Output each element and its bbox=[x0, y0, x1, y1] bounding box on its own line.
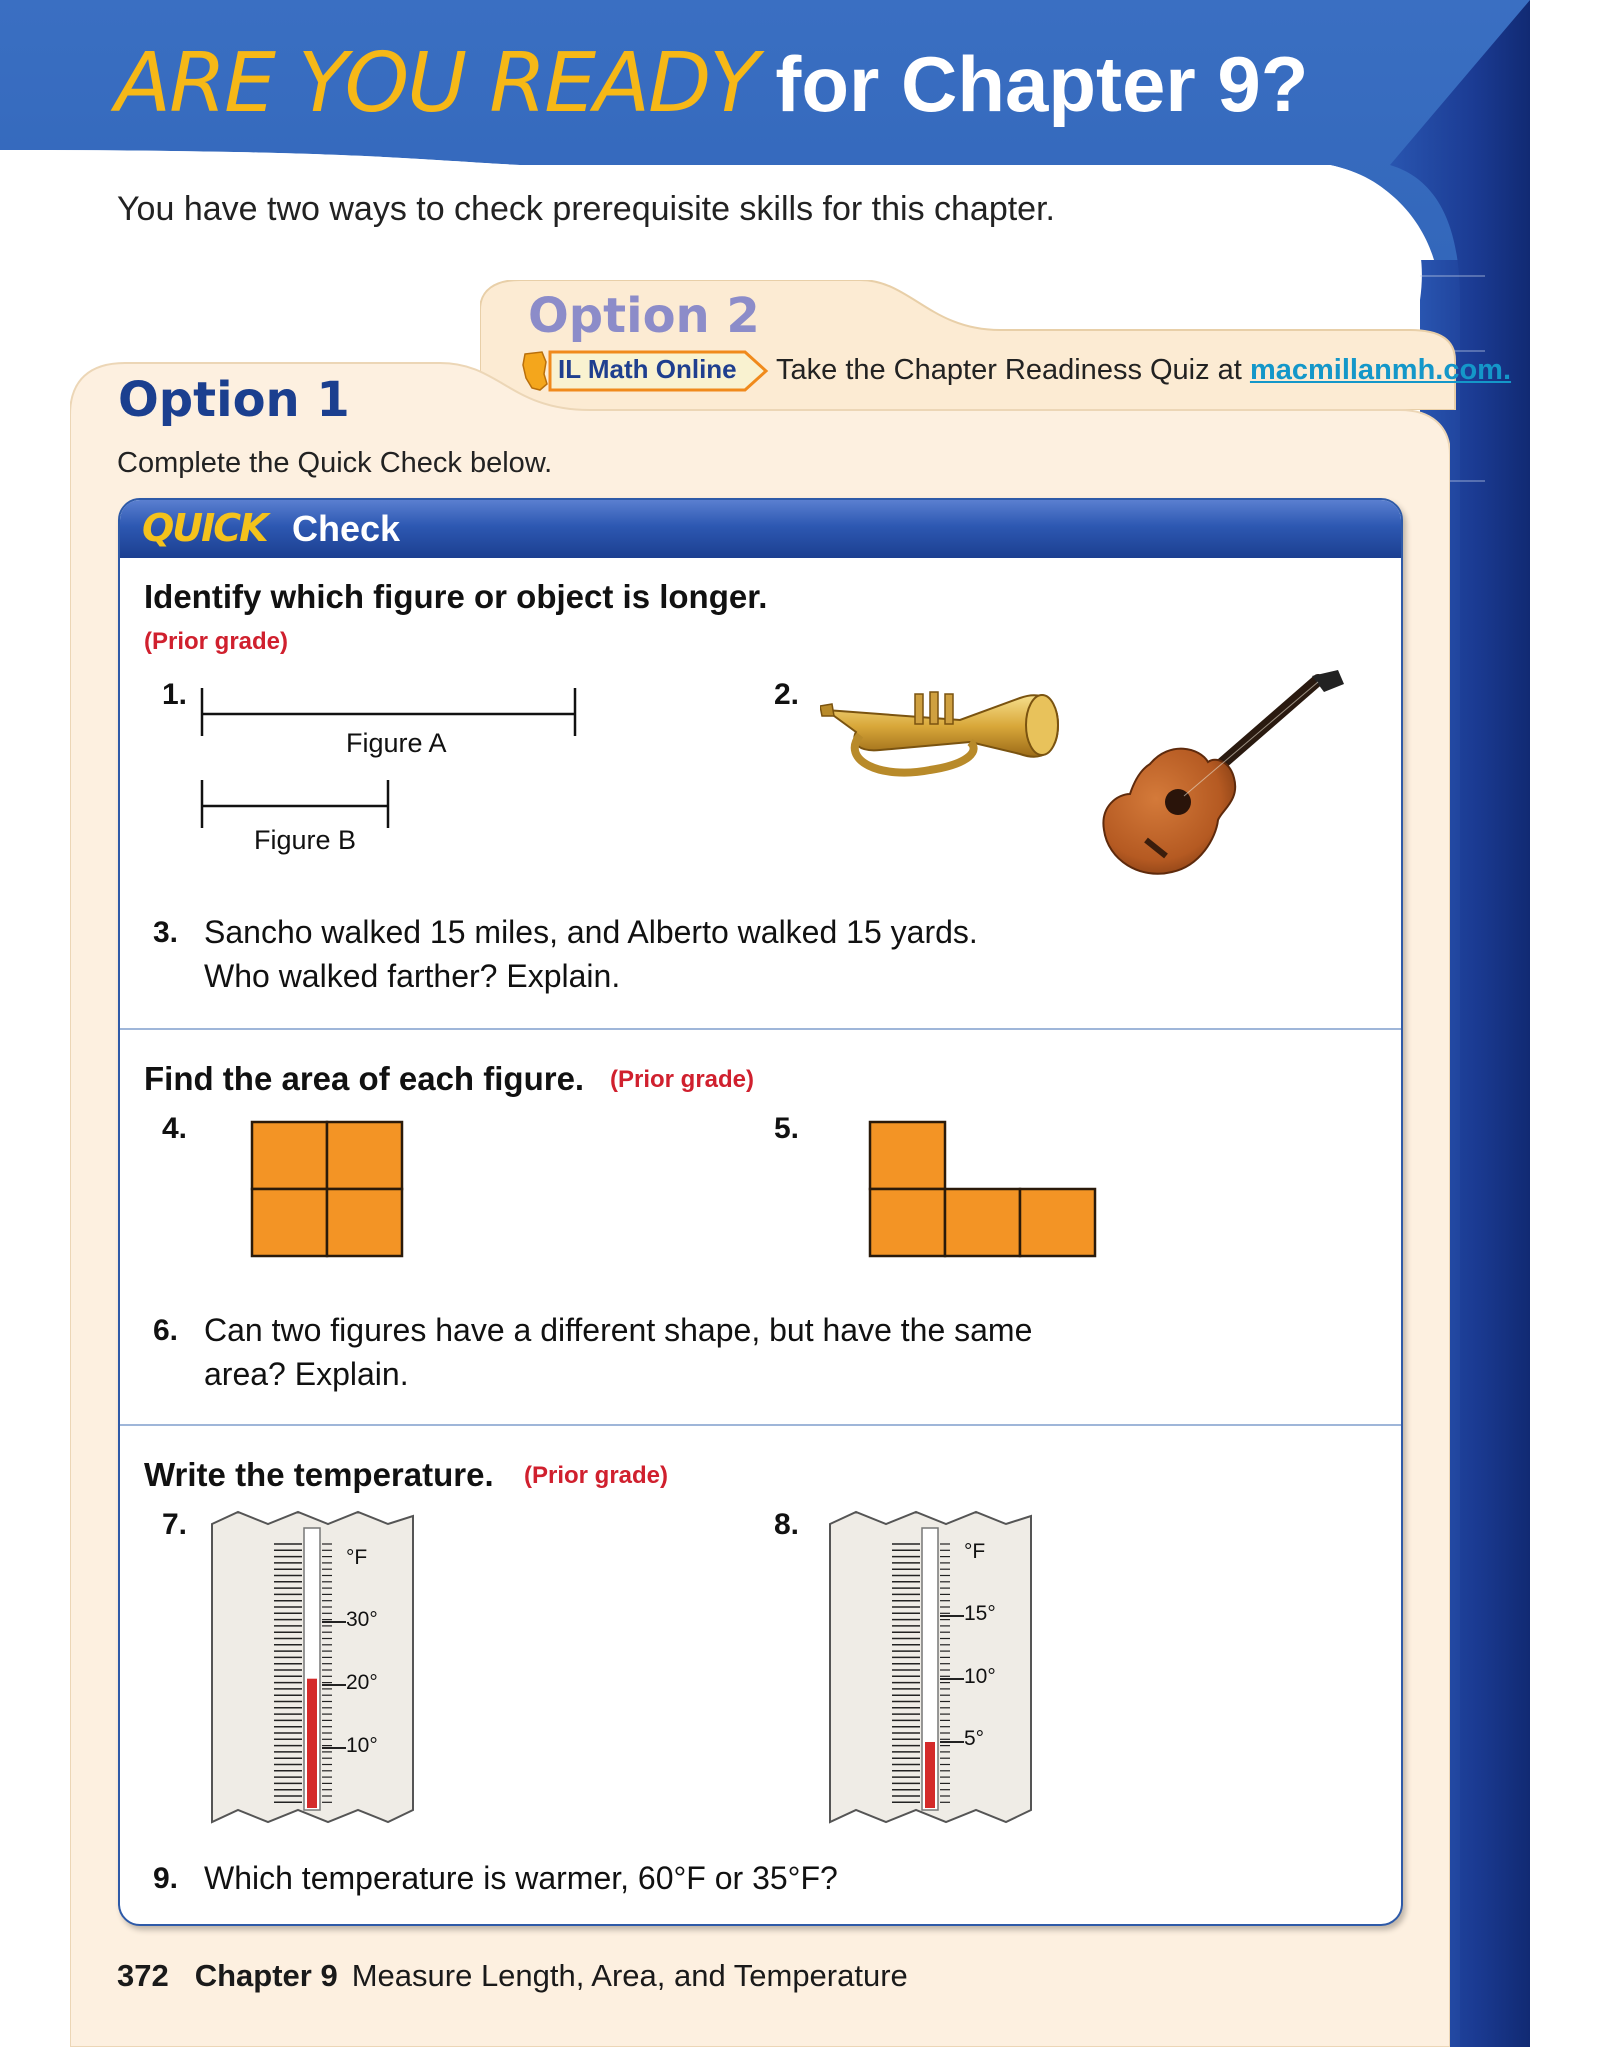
q8-number: 8. bbox=[774, 1508, 800, 1541]
q8-mercury bbox=[925, 1742, 935, 1808]
q4-square bbox=[252, 1189, 327, 1256]
section-divider-2 bbox=[120, 1424, 1401, 1426]
quick-label: QUICK bbox=[142, 506, 267, 550]
q3-line2: Who walked farther? Explain. bbox=[204, 958, 621, 994]
q4-square bbox=[252, 1122, 327, 1189]
q8-thermometer bbox=[826, 1510, 1036, 1835]
q7-label-30: 30° bbox=[346, 1608, 378, 1631]
q5-number: 5. bbox=[774, 1112, 800, 1145]
quick-check-header bbox=[120, 500, 1401, 558]
section3-prior-grade: (Prior grade) bbox=[524, 1462, 669, 1489]
intro-text: You have two ways to check prerequisite skills for this chapter. bbox=[117, 190, 1055, 228]
q4-square bbox=[327, 1189, 402, 1256]
section-divider-1 bbox=[120, 1028, 1401, 1030]
trumpet-image bbox=[820, 680, 1070, 800]
footer-title: Measure Length, Area, and Temperature bbox=[351, 1958, 908, 1993]
option1-subtitle: Complete the Quick Check below. bbox=[117, 447, 553, 479]
option2-title: Option 2 bbox=[528, 288, 760, 344]
q3-number: 3. bbox=[153, 916, 179, 949]
figure-a-label: Figure A bbox=[346, 728, 447, 758]
q7-thermometer bbox=[208, 1510, 418, 1835]
section3-heading: Write the temperature. bbox=[144, 1456, 494, 1493]
page-footer bbox=[117, 1958, 908, 1994]
q6-number: 6. bbox=[153, 1314, 179, 1347]
title-ready: ARE YOU READY bbox=[115, 36, 758, 131]
q5-square bbox=[1020, 1189, 1095, 1256]
footer-chapter: Chapter 9 bbox=[194, 1958, 338, 1993]
q5-square bbox=[870, 1189, 945, 1256]
q7-unit: °F bbox=[346, 1546, 368, 1569]
q3-text bbox=[204, 910, 978, 998]
page-title bbox=[115, 36, 1308, 131]
quick-check-box bbox=[118, 498, 1403, 1926]
q1-number: 1. bbox=[162, 678, 188, 711]
q6-line1: Can two figures have a different shape, but have the same bbox=[204, 1312, 1033, 1348]
q7-label-10: 10° bbox=[346, 1734, 378, 1757]
q5-square bbox=[945, 1189, 1020, 1256]
check-label: Check bbox=[292, 508, 401, 549]
section1-prior-grade: (Prior grade) bbox=[144, 628, 289, 655]
title-chapter: for Chapter 9? bbox=[775, 40, 1309, 128]
q1-line-segments bbox=[200, 680, 620, 840]
option1-title: Option 1 bbox=[118, 372, 350, 428]
q8-label-5: 5° bbox=[964, 1727, 985, 1750]
section1-heading: Identify which figure or object is longer. bbox=[144, 578, 768, 615]
q4-square bbox=[327, 1122, 402, 1189]
q9-text: Which temperature is warmer, 60°F or 35°F? bbox=[204, 1860, 838, 1896]
macmillan-link[interactable]: macmillanmh.com. bbox=[1249, 354, 1512, 386]
q6-text bbox=[204, 1308, 1032, 1396]
q9-number: 9. bbox=[153, 1862, 179, 1895]
page-number: 372 bbox=[117, 1958, 169, 1993]
quiz-text: Take the Chapter Readiness Quiz at bbox=[776, 354, 1250, 386]
q7-number: 7. bbox=[162, 1508, 188, 1541]
q5-figure bbox=[868, 1120, 1098, 1260]
q4-number: 4. bbox=[162, 1112, 188, 1145]
q8-unit: °F bbox=[964, 1540, 986, 1563]
q7-mercury bbox=[307, 1679, 317, 1808]
q3-line1: Sancho walked 15 miles, and Alberto walked 15 yards. bbox=[204, 914, 978, 950]
q5-square bbox=[870, 1122, 945, 1189]
section2-heading: Find the area of each figure. bbox=[144, 1060, 585, 1097]
q6-line2: area? Explain. bbox=[204, 1356, 409, 1392]
il-math-online-label[interactable]: IL Math Online bbox=[558, 354, 737, 384]
q7-label-20: 20° bbox=[346, 1671, 378, 1694]
q8-label-10: 10° bbox=[964, 1665, 996, 1688]
guitar-image bbox=[1090, 670, 1350, 890]
q2-number: 2. bbox=[774, 678, 800, 711]
figure-b-label: Figure B bbox=[254, 825, 357, 855]
q4-figure bbox=[250, 1120, 404, 1260]
section2-prior-grade: (Prior grade) bbox=[610, 1066, 755, 1093]
q8-label-15: 15° bbox=[964, 1602, 996, 1625]
